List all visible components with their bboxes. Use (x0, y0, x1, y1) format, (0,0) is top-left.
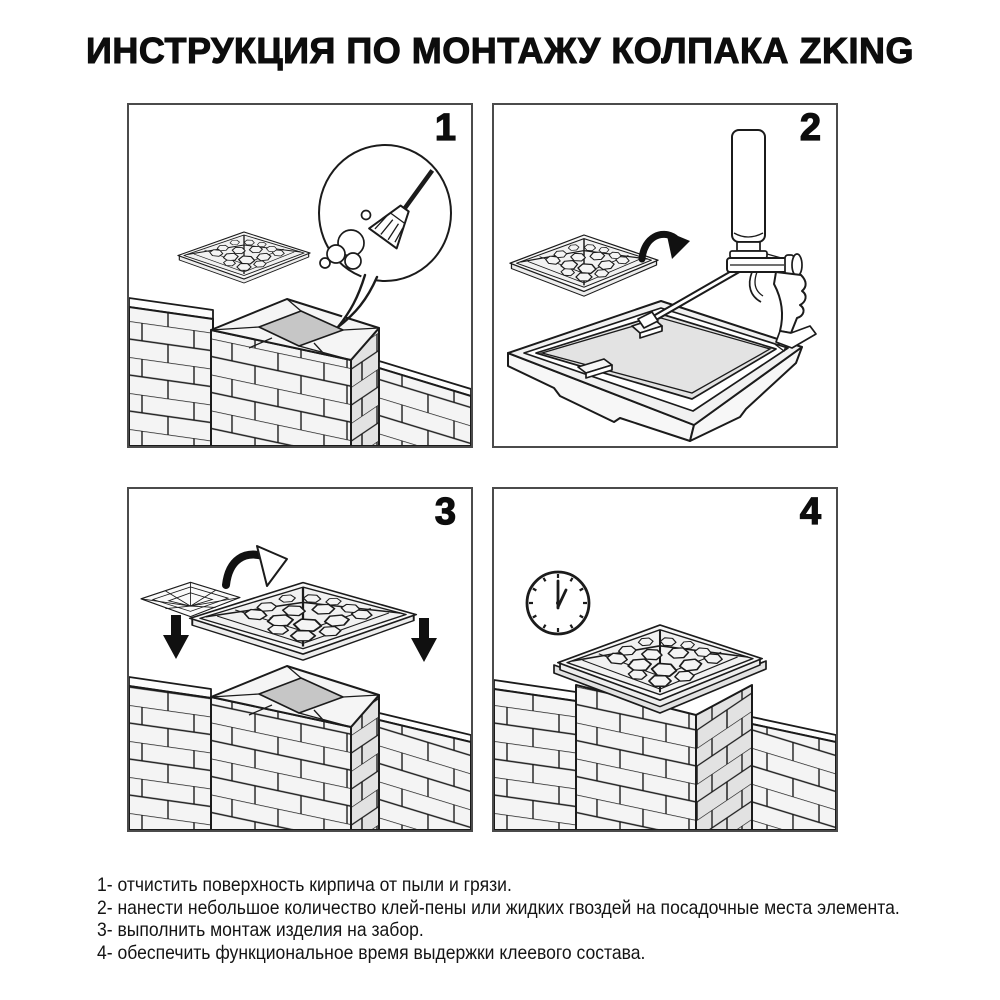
panel-step-3 (127, 487, 473, 832)
steps-list (97, 874, 989, 964)
panel-3-number: 3 (434, 491, 456, 533)
gun-knob (792, 254, 802, 276)
step-item-4: 4- обеспечить функциональное время выдержки клеевого состава. (97, 941, 646, 964)
brick-wall-right (379, 361, 471, 446)
flip-arrow-icon (226, 546, 287, 586)
panel-step-2 (492, 103, 838, 448)
brick-wall-left (129, 677, 211, 830)
down-arrow-icon (163, 615, 189, 659)
chimney-cap (178, 232, 310, 283)
page-title: ИНСТРУКЦИЯ ПО МОНТАЖУ КОЛПАКА ZKING (85, 30, 914, 71)
brick-wall-right (379, 713, 471, 830)
brick-wall-left (129, 298, 213, 446)
step-item-2: 2- нанести небольшое количество клей-пены или жидких гвоздей на посадочные места элемента. (97, 896, 900, 919)
panel-1-number: 1 (434, 107, 456, 149)
step-2-illustration (494, 105, 836, 446)
brick-wall-left (494, 680, 576, 830)
brick-pillar (211, 666, 379, 830)
step-3-illustration (129, 489, 471, 830)
down-arrow-icon (411, 618, 437, 662)
step-4-illustration (494, 489, 836, 830)
panel-step-4 (492, 487, 838, 832)
flip-arrow-icon (642, 231, 690, 259)
panel-4-number: 4 (799, 491, 821, 533)
step-item-3: 3- выполнить монтаж изделия на забор. (97, 919, 424, 941)
brick-pillar (211, 299, 379, 446)
cleaning-callout-bubble (319, 145, 451, 327)
panel-2-number: 2 (799, 107, 821, 149)
step-1-illustration (129, 105, 471, 446)
foam-canister (732, 130, 765, 242)
gun-grip (774, 272, 806, 333)
panel-step-1 (127, 103, 473, 448)
chimney-cap (510, 235, 658, 296)
clock-icon (527, 572, 589, 634)
brick-wall-right (752, 717, 836, 830)
step-item-1: 1- отчистить поверхность кирпича от пыли и грязи. (97, 874, 512, 896)
foam-gun-icon (638, 130, 816, 348)
